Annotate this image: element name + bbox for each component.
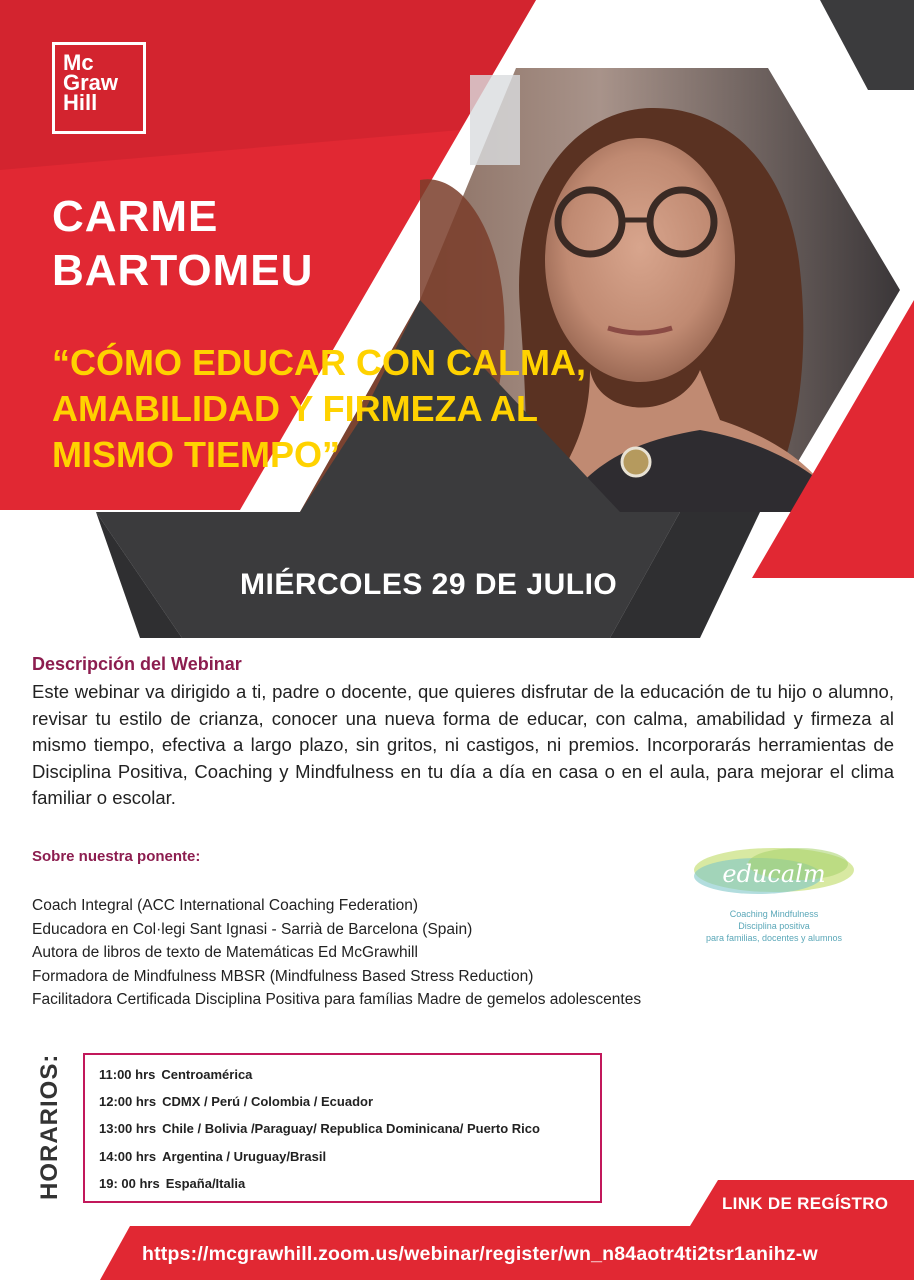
- event-date: MIÉRCOLES 29 DE JULIO: [240, 568, 618, 601]
- educalm-wordmark: educalm: [722, 860, 826, 888]
- schedule-row: [99, 1115, 600, 1142]
- logo-line-2: Graw: [63, 70, 119, 95]
- talk-title-line-3: MISMO TIEMPO”: [52, 434, 340, 475]
- talk-title: [52, 340, 632, 478]
- description-title: Descripción del Webinar: [32, 654, 242, 674]
- schedule-time: 11:00 hrs: [99, 1067, 156, 1082]
- schedule-time: 12:00 hrs: [99, 1094, 157, 1110]
- schedule-regions: España/Italia: [165, 1175, 246, 1191]
- about-item: Formadora de Mindfulness MBSR (Mindfulness Based Stress Reduction): [32, 967, 534, 985]
- registration-label: LINK DE REGÍSTRO: [722, 1194, 889, 1213]
- about-speaker-list: [32, 894, 641, 1012]
- speaker-name-line-1: CARME: [52, 192, 219, 241]
- educalm-line-2: Disciplina positiva: [738, 921, 810, 931]
- description-text: Este webinar va dirigido a ti, padre o docente, que quieres disfrutar de la educación de tu hijo o alumno, revisar tu estilo de crianza, conocer una nueva forma de educar, con calma, amabilidad y firmeza al mismo tiempo, efectiva a largo plazo, sin gritos, ni castigos, ni premios. Incorporarás herramientas de Disciplina Positiva, Coaching y Mindfulness en tu día a día en casa o en el aula, para mejorar el clima familiar o escolar.: [32, 681, 894, 808]
- schedule-regions: Chile / Bolivia /Paraguay/ Republica Dominicana/ Puerto Rico: [162, 1121, 540, 1137]
- educalm-tagline: [688, 908, 860, 944]
- schedule-row: [99, 1088, 600, 1115]
- registration-link[interactable]: https://mcgrawhill.zoom.us/webinar/register/wn_n84aotr4ti2tsr1anihz-w: [142, 1243, 818, 1265]
- schedule-row: [99, 1143, 600, 1170]
- schedule-time: 14:00 hrs: [99, 1148, 157, 1164]
- logo-line-1: Mc: [63, 50, 94, 75]
- talk-title-line-1: “CÓMO EDUCAR CON CALMA,: [52, 342, 586, 383]
- about-item: Coach Integral (ACC International Coaching Federation): [32, 897, 418, 914]
- about-item: Educadora en Col·legi Sant Ignasi - Sarrià de Barcelona (Spain): [32, 920, 473, 938]
- speaker-name-line-2: BARTOMEU: [52, 246, 314, 295]
- logo-line-3: Hill: [63, 90, 98, 115]
- about-item: Autora de libros de texto de Matemáticas Ed McGrawhill: [32, 944, 418, 961]
- about-item: Facilitadora Certificada Disciplina Positiva para famílias Madre de gemelos adolescentes: [32, 991, 642, 1008]
- schedule-regions: CDMX / Perú / Colombia / Ecuador: [162, 1094, 374, 1110]
- educalm-watercolor-icon: [688, 840, 860, 906]
- schedule-time: 19: 00 hrs: [99, 1175, 160, 1191]
- schedule-row: [99, 1061, 600, 1088]
- educalm-line-1: Coaching Mindfulness: [729, 909, 819, 919]
- schedule-regions: Centroamérica: [161, 1067, 253, 1082]
- talk-title-line-2: AMABILIDAD Y FIRMEZA AL: [52, 388, 538, 429]
- mcgraw-hill-logo: [52, 42, 146, 134]
- about-speaker-title: Sobre nuestra ponente:: [32, 848, 201, 865]
- schedule-regions: Argentina / Uruguay/Brasil: [162, 1148, 327, 1164]
- educalm-logo: [688, 840, 860, 952]
- educalm-line-3: para familias, docentes y alumnos: [705, 933, 843, 943]
- schedule-label: HORARIOS:: [36, 1053, 63, 1200]
- schedule-time: 13:00 hrs: [99, 1121, 157, 1137]
- speaker-name: [52, 190, 313, 298]
